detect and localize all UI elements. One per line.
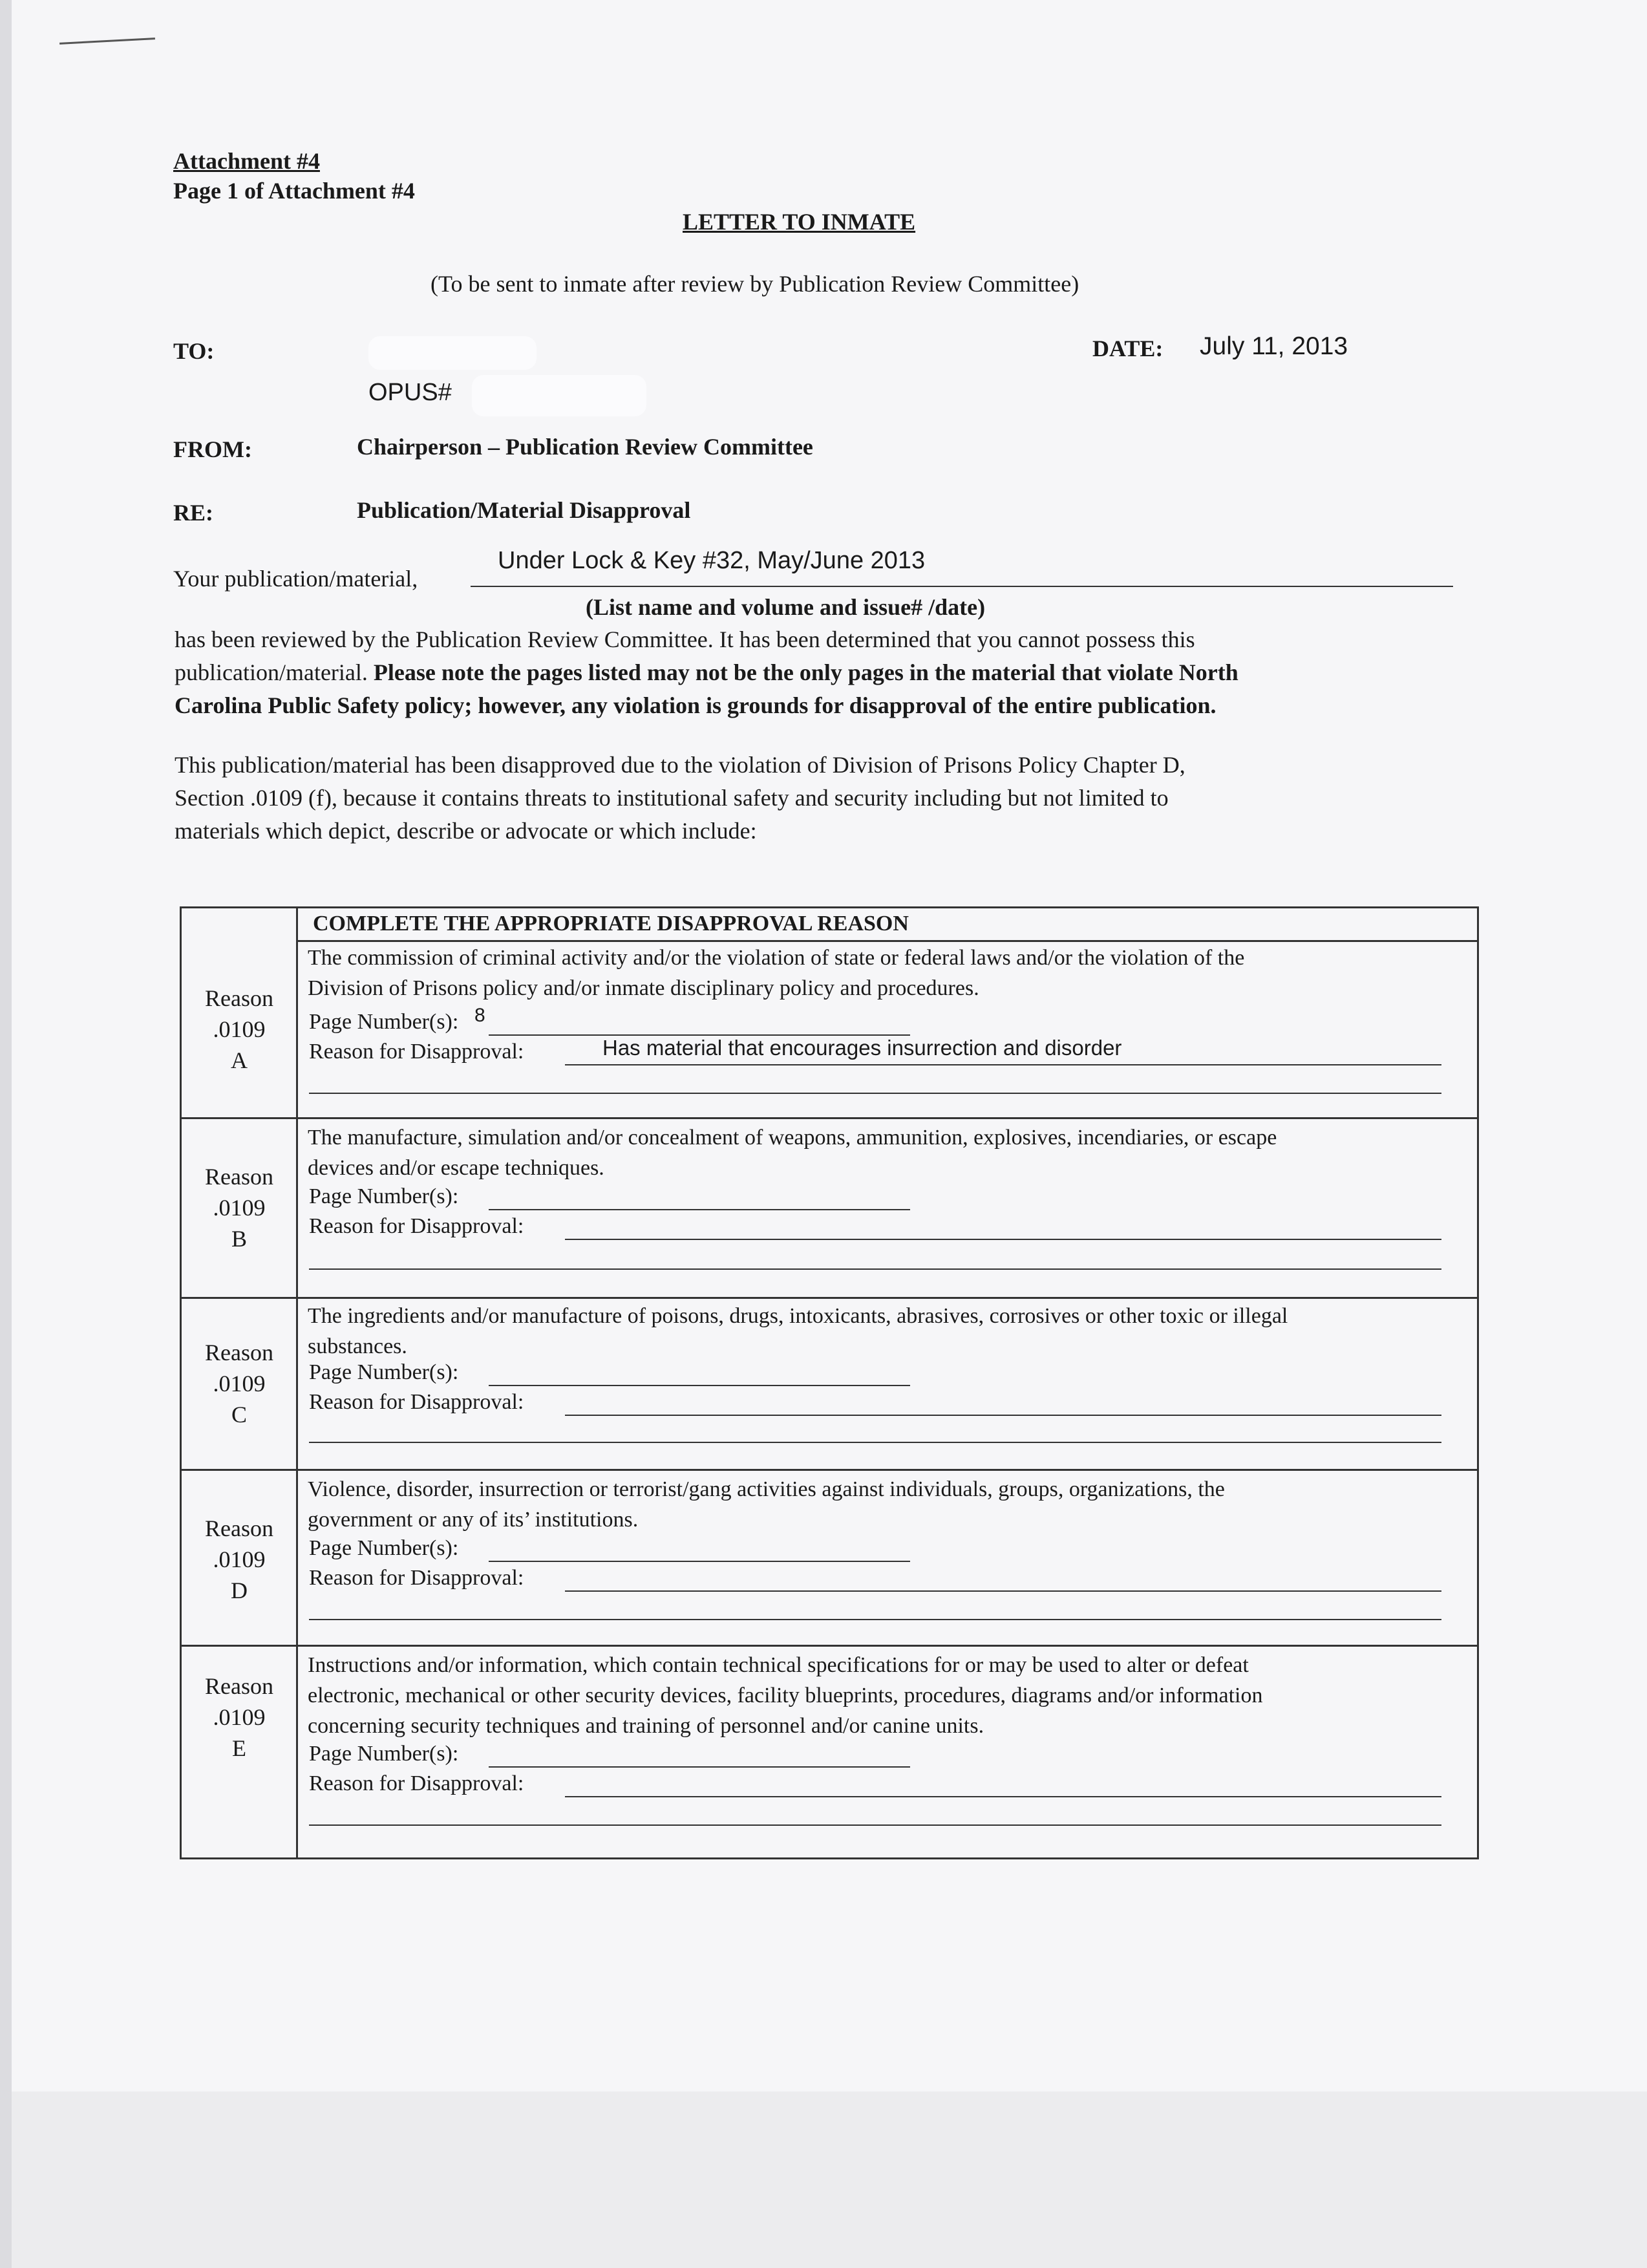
- page-numbers-label: Page Number(s):: [309, 1010, 459, 1034]
- letter-title: LETTER TO INMATE: [683, 209, 916, 235]
- reason-extra-line-a[interactable]: [309, 1093, 1441, 1094]
- opus-label: OPUS#: [368, 379, 452, 406]
- reason-text-line: electronic, mechanical or other security devices, facility blueprints, procedures, diagrams and/or information: [308, 1684, 1263, 1707]
- reason-code: .0109: [213, 1546, 266, 1572]
- publication-caption: (List name and volume and issue# /date): [586, 594, 986, 620]
- reason-e-description: [308, 1650, 1465, 1741]
- body-notice: Please note the pages listed may not be the only pages in the material that violate North: [373, 659, 1238, 685]
- reason-text-line: devices and/or escape techniques.: [308, 1156, 604, 1180]
- body-line: materials which depict, describe or advocate or which include:: [175, 818, 757, 844]
- reason-text-line: Instructions and/or information, which contain technical specifications for or may be used to alter or defeat: [308, 1653, 1249, 1677]
- reason-field-e[interactable]: [565, 1796, 1441, 1797]
- body-paragraph-1: [175, 623, 1461, 722]
- reason-letter: E: [232, 1735, 246, 1761]
- reason-extra-line-d[interactable]: [309, 1619, 1441, 1620]
- reason-text-line: Violence, disorder, insurrection or terrorist/gang activities against individuals, groups, organizations, the: [308, 1477, 1225, 1501]
- body-line: [175, 656, 1461, 689]
- reason-letter: A: [231, 1047, 248, 1073]
- reason-e-label: [182, 1671, 296, 1764]
- page-numbers-field-b[interactable]: [489, 1209, 910, 1210]
- body-line: Section .0109 (f), because it contains threats to institutional safety and security including but not limited to: [175, 785, 1169, 811]
- reason-b-description: [308, 1122, 1465, 1183]
- reason-letter: D: [231, 1578, 248, 1603]
- publication-label: Your publication/material,: [173, 566, 418, 592]
- body-line: This publication/material has been disapproved due to the violation of Division of Prisons Policy Chapter D,: [175, 752, 1185, 778]
- reason-b-label: [182, 1161, 296, 1254]
- date-label: DATE:: [1092, 336, 1164, 361]
- reason-for-disapproval-label: Reason for Disapproval:: [309, 1040, 524, 1064]
- page-numbers-field-d[interactable]: [489, 1561, 910, 1562]
- body-text: publication/material.: [175, 659, 374, 685]
- table-row-divider: [180, 1117, 1479, 1119]
- reason-text-line: concerning security techniques and training of personnel and/or canine units.: [308, 1714, 984, 1738]
- redacted-name: [368, 336, 537, 370]
- page-numbers-label: Page Number(s):: [309, 1360, 459, 1384]
- table-row-divider: [180, 1469, 1479, 1471]
- reason-a-description: [308, 943, 1465, 1003]
- reason-letter: B: [231, 1226, 247, 1252]
- redacted-opus-number: [472, 375, 646, 416]
- reason-extra-line-c[interactable]: [309, 1442, 1441, 1443]
- re-value: Publication/Material Disapproval: [357, 497, 691, 523]
- from-value: Chairperson – Publication Review Committee: [357, 434, 813, 460]
- table-row-divider: [180, 1297, 1479, 1299]
- reason-for-disapproval-label: Reason for Disapproval:: [309, 1214, 524, 1238]
- from-label: FROM:: [173, 436, 252, 462]
- reason-code: .0109: [213, 1371, 266, 1396]
- attachment-label: Attachment #4: [173, 148, 320, 174]
- table-header-divider: [296, 940, 1479, 942]
- reason-code: .0109: [213, 1704, 266, 1730]
- reason-for-disapproval-label: Reason for Disapproval:: [309, 1390, 524, 1414]
- table-row-divider: [180, 1645, 1479, 1647]
- reason-text-line: The ingredients and/or manufacture of poisons, drugs, intoxicants, abrasives, corrosives or other toxic or illegal: [308, 1304, 1288, 1328]
- reason-field-c[interactable]: [565, 1415, 1441, 1416]
- reason-text-line: Division of Prisons policy and/or inmate disciplinary policy and procedures.: [308, 976, 979, 1000]
- body-line: has been reviewed by the Publication Review Committee. It has been determined that you cannot possess this: [175, 626, 1195, 652]
- page-numbers-label: Page Number(s):: [309, 1536, 459, 1560]
- reason-extra-line-b[interactable]: [309, 1268, 1441, 1270]
- table-header: COMPLETE THE APPROPRIATE DISAPPROVAL REASON: [313, 912, 909, 936]
- reason-word: Reason: [205, 1673, 273, 1699]
- reason-field-a[interactable]: [565, 1064, 1441, 1065]
- reason-d-label: [182, 1513, 296, 1606]
- scan-mark: [59, 37, 155, 45]
- page-numbers-field-c[interactable]: [489, 1385, 910, 1386]
- publication-value: Under Lock & Key #32, May/June 2013: [498, 547, 926, 574]
- scan-bottom-band: [12, 2091, 1647, 2268]
- publication-underline: [471, 586, 1453, 587]
- reason-field-b[interactable]: [565, 1239, 1441, 1240]
- reason-code: .0109: [213, 1016, 266, 1042]
- page-numbers-field-e[interactable]: [489, 1766, 910, 1768]
- table-column-divider: [296, 906, 298, 1859]
- reason-text-line: substances.: [308, 1334, 407, 1358]
- reason-field-d[interactable]: [565, 1590, 1441, 1592]
- reason-code: .0109: [213, 1195, 266, 1221]
- to-label: TO:: [173, 338, 215, 364]
- reason-extra-line-e[interactable]: [309, 1824, 1441, 1826]
- re-label: RE:: [173, 500, 213, 526]
- date-value: July 11, 2013: [1200, 332, 1348, 360]
- reason-for-disapproval-label: Reason for Disapproval:: [309, 1566, 524, 1590]
- page-numbers-value-a: 8: [474, 1005, 485, 1026]
- reason-c-label: [182, 1337, 296, 1430]
- reason-text-line: government or any of its’ institutions.: [308, 1508, 639, 1532]
- reason-text-line: The manufacture, simulation and/or concealment of weapons, ammunition, explosives, incendiaries, or escape: [308, 1126, 1277, 1150]
- body-notice: Carolina Public Safety policy; however, any violation is grounds for disapproval of the entire publication.: [175, 692, 1217, 718]
- reason-letter: C: [231, 1402, 247, 1428]
- reason-word: Reason: [205, 1340, 273, 1365]
- page-of-label: Page 1 of Attachment #4: [173, 178, 415, 204]
- reason-word: Reason: [205, 1164, 273, 1190]
- reason-for-disapproval-label: Reason for Disapproval:: [309, 1771, 524, 1795]
- reason-a-label: [182, 983, 296, 1076]
- page-numbers-label: Page Number(s):: [309, 1184, 459, 1208]
- reason-word: Reason: [205, 985, 273, 1011]
- reason-c-description: [308, 1301, 1465, 1362]
- scan-edge: [0, 0, 12, 2268]
- letter-subtitle: (To be sent to inmate after review by Publication Review Committee): [430, 271, 1079, 297]
- page-numbers-label: Page Number(s):: [309, 1742, 459, 1766]
- reason-value-a: Has material that encourages insurrection and disorder: [602, 1036, 1122, 1060]
- body-paragraph-2: [175, 749, 1461, 848]
- reason-d-description: [308, 1474, 1465, 1535]
- reason-text-line: The commission of criminal activity and/or the violation of state or federal laws and/or the violation of the: [308, 946, 1245, 970]
- reason-word: Reason: [205, 1515, 273, 1541]
